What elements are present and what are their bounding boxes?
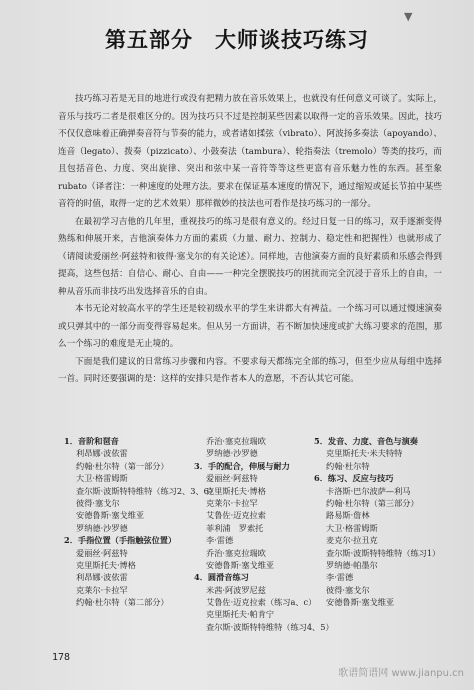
list-item: 约翰·杜尔特（第二部分） bbox=[76, 597, 169, 608]
list-heading: 3．手的配合，伸展与耐力 bbox=[194, 460, 290, 471]
list-item: 罗纳德·沙罗德 bbox=[206, 448, 258, 459]
exercise-list-column-2 bbox=[194, 435, 334, 633]
list-item: 彼得·塞戈尔 bbox=[76, 497, 120, 508]
list-item: 克里斯托夫·帕肯宁 bbox=[206, 609, 275, 620]
list-item: 爱丽丝·阿兹特 bbox=[206, 473, 258, 484]
list-item: 克莱尔·卡拉罕 bbox=[206, 497, 258, 508]
list-item: 大卫·格雷姆斯 bbox=[76, 473, 128, 484]
list-item: 罗纳德·帕墨尔 bbox=[326, 559, 378, 570]
corner-mark: ▼ bbox=[404, 10, 413, 23]
list-item: 爱丽丝·阿兹特 bbox=[76, 547, 128, 558]
paragraph: 在最初学习吉他的几年里，重视技巧的练习是很有意义的。经过日复一日的练习，双手逐渐变得熟练和伸展开来，吉他演奏体力方面的素质（力量、耐力、控制力、稳定性和把握性）也就形成了（请阅读爱丽丝·阿兹特和彼得·塞戈尔的有关论述）。同样地，吉他演奏方面的良好素质和乐感会得到提高，这些包括：自信心、耐心、自由——一种完全摆脱技巧的困扰而完全沉浸于音乐上的自由，一种从音乐而非技巧出发选择音乐的自由。 bbox=[58, 216, 442, 297]
list-heading: 4．圆滑音练习 bbox=[194, 572, 249, 583]
list-heading: 5．发音、力度、音色与演奏 bbox=[314, 436, 418, 446]
list-item: 罗纳德·沙罗德 bbox=[76, 522, 128, 533]
list-item: 克里斯托夫·米夫特特 bbox=[326, 448, 403, 459]
list-item: 艾鲁佐·迈克拉索（练习a、c） bbox=[206, 597, 317, 608]
list-item: 安德鲁斯·塞戈维亚 bbox=[206, 559, 275, 570]
list-item: 安德鲁斯·塞戈维亚 bbox=[76, 510, 145, 521]
list-item: 查尔斯·波斯特特维特（练习1） bbox=[326, 547, 441, 558]
list-heading: 1．音阶和琶音 bbox=[64, 436, 119, 446]
page-number: 178 bbox=[52, 652, 71, 663]
list-item: 彼得·塞戈尔 bbox=[326, 584, 370, 595]
list-item: 约翰·杜尔特（第一部分） bbox=[76, 460, 169, 471]
list-item: 菲利浦 罗索托 bbox=[206, 522, 264, 533]
list-item: 利昂娜·波依雷 bbox=[76, 448, 128, 459]
paragraph: 本书无论对较高水平的学生还是较初级水平的学生来讲都大有裨益。一个练习可以通过慢速演奏或只弹其中的一部分而变得容易起来。但从另一方面讲，若不断加快速度或扩大练习要求的范围，那么一个练习的难度是无止境的。 bbox=[58, 304, 442, 349]
list-item: 李·雷德 bbox=[326, 572, 354, 583]
list-heading: 6．练习、反应与技巧 bbox=[314, 473, 394, 484]
list-item: 乔治·塞克拉瑞欧 bbox=[206, 436, 266, 446]
list-item: 路易斯·詹林 bbox=[326, 510, 370, 521]
watermark: 歌谱简谱网 www.jianpu.cn bbox=[338, 668, 464, 679]
list-item: 约翰·杜尔特 bbox=[326, 460, 370, 471]
list-item: 米茜·阿波罗尼兹 bbox=[206, 584, 266, 595]
list-item: 大卫·格雷姆斯 bbox=[326, 522, 378, 533]
paragraph: 下面是我们建议的日常练习步骤和内容。不要求每天都练完全部的练习，但至少应从每组中选择一首。同时还要强调的是：这样的安排只是作者本人的意愿，不否认其它可能。 bbox=[58, 356, 442, 384]
list-item: 乔治·塞克拉瑞欧 bbox=[206, 547, 266, 558]
list-item: 克里斯托夫·博格 bbox=[206, 485, 266, 496]
body-text bbox=[58, 91, 442, 389]
paragraph: 技巧练习若是无目的地进行或没有把精力放在音乐效果上，也就没有任何意义可谈了。实际上，音乐与技巧二者是很难区分的。因为技巧只不过是控制某些因素以取得一定的音乐效果。因此，技巧不仅仅意味着正确弹奏音符与节奏的能力，或者诸如揉弦（vibrato）、阿波扬多奏法（apoyando）、连音（legato）、拨奏（pizzicato）、小鼓奏法（tambura）、轮指奏法（tremolo）等类的技巧，而且包括音色、力度、突出旋律、突出和弦中某一音符等等这些更富有音乐魅力性的东西。甚至象rubato（译者注：一种速度的处理方法。要求在保证基本速度的情况下，通过缩短或延长节拍中某些音符的时值，取得一定的艺术效果）那样微妙的技法也可看作是技巧练习的一部分。 bbox=[58, 94, 442, 209]
list-item: 李·雷德 bbox=[206, 535, 234, 546]
list-item: 利昂娜·波依雷 bbox=[76, 572, 128, 583]
list-heading: 2．手指位置（手指触弦位置） bbox=[64, 535, 177, 546]
list-item: 安德鲁斯·塞戈维亚 bbox=[326, 597, 395, 608]
list-item: 查尔斯·波斯特特维特（练习4、5） bbox=[206, 621, 334, 632]
exercise-list-column-3 bbox=[314, 435, 440, 608]
list-item: 约翰·杜尔特（第三部分） bbox=[326, 497, 419, 508]
page-title: 第五部分 大师谈技巧练习 bbox=[105, 28, 369, 52]
list-item: 艾鲁佐·迈克拉索 bbox=[206, 510, 266, 521]
list-item: 麦克尔·拉丑克 bbox=[326, 535, 378, 546]
list-item: 查尔斯·波斯特特维特（练习2、3、6） bbox=[76, 485, 218, 496]
list-item: 卡洛斯·巴尔波萨—利马 bbox=[326, 485, 411, 496]
list-item: 克莱尔·卡拉罕 bbox=[76, 584, 128, 595]
list-item: 克里斯托夫·博格 bbox=[76, 559, 136, 570]
